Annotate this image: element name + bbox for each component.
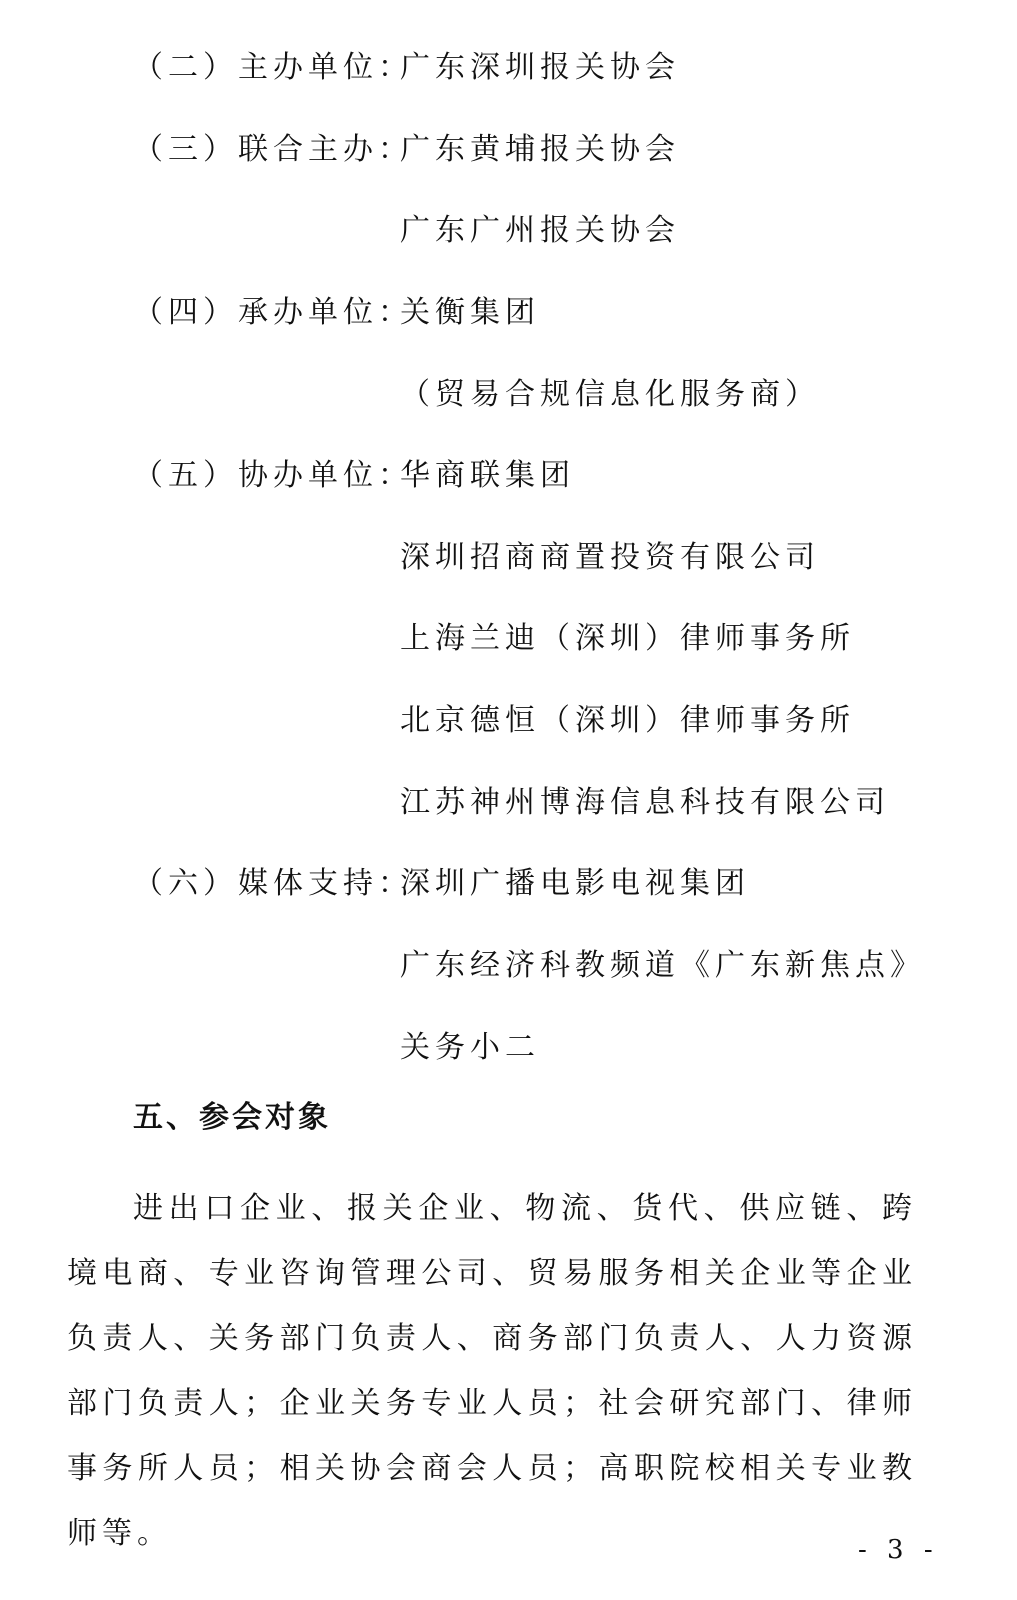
organizer-label-media: （六）媒体支持： [133, 866, 413, 901]
organizer-value-host: 广东深圳报关协会 [400, 50, 680, 85]
organizer-value-cohost-1: 广东黄埔报关协会 [400, 132, 680, 167]
organizer-value-undertaker-2: （贸易合规信息化服务商） [400, 377, 820, 412]
organizer-label-cohost: （三）联合主办： [133, 132, 413, 167]
organizer-label-undertaker: （四）承办单位： [133, 295, 413, 330]
organizer-value-assistant-1: 华商联集团 [400, 458, 575, 493]
organizer-value-media-3: 关务小二 [400, 1030, 540, 1065]
organizer-value-assistant-3: 上海兰迪（深圳）律师事务所 [400, 621, 855, 656]
organizer-label-host: （二）主办单位： [133, 50, 413, 85]
organizer-value-assistant-4: 北京德恒（深圳）律师事务所 [400, 703, 855, 738]
organizer-label-assistant: （五）协办单位： [133, 458, 413, 493]
organizer-value-media-1: 深圳广播电影电视集团 [400, 866, 750, 901]
page-number: - 3 - [858, 1535, 939, 1565]
organizer-value-assistant-2: 深圳招商商置投资有限公司 [400, 540, 820, 575]
organizer-value-undertaker-1: 关衡集团 [400, 295, 540, 330]
organizer-value-cohost-2: 广东广州报关协会 [400, 213, 680, 248]
section-body-attendees: 进出口企业、报关企业、物流、货代、供应链、跨境电商、专业咨询管理公司、贸易服务相关企业等企业负责人、关务部门负责人、商务部门负责人、人力资源部门负责人；企业关务专业人员；社会研究部门、律师事务所人员；相关协会商会人员；高职院校相关专业教师等。 [67, 1191, 917, 1551]
organizer-value-media-2: 广东经济科教频道《广东新焦点》 [400, 948, 925, 983]
section-heading-attendees: 五、参会对象 [133, 1100, 331, 1135]
organizer-value-assistant-5: 江苏神州博海信息科技有限公司 [400, 785, 890, 820]
